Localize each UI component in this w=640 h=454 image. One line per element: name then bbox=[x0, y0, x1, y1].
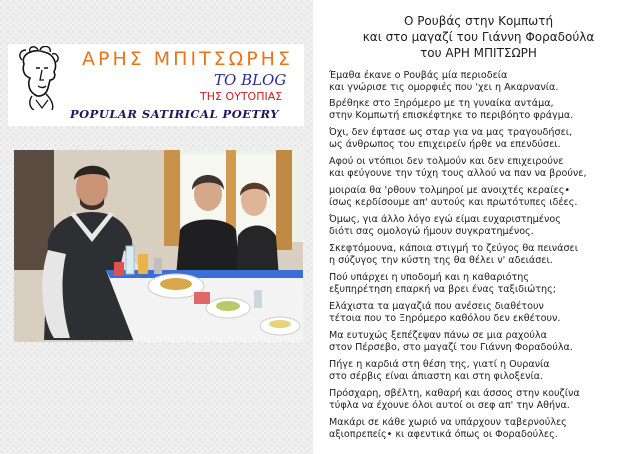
poem-title: Ο Ρουβάς στην Κομπωτή bbox=[403, 14, 554, 28]
verse-line: μοιραία θα 'ρθουν τολμηροί με ανοιχτές κεραίες• bbox=[329, 185, 570, 196]
verse-line: τέτοια που το Ξηρόμερο καθόλου δεν εκθέτουν. bbox=[329, 313, 561, 325]
stanza bbox=[329, 417, 567, 442]
verse-line: διότι σας ομολογώ ήμουν συγκρατημένος. bbox=[329, 226, 534, 238]
stanza bbox=[329, 156, 587, 181]
stanza bbox=[329, 388, 580, 413]
verse-line: ως άνθρωπος του επιχειρείν ήρθε να επενδύσει. bbox=[329, 139, 561, 151]
verse-line: τύφλα να έχουνε όλοι αυτοί οι σεφ απ' την Αθήνα. bbox=[329, 400, 570, 412]
verse-line: Όχι, δεν έφτασε ως σταρ για να μας τραγουδήσει, bbox=[329, 127, 573, 138]
verse-line: Πρόσχαρη, σβέλτη, καθαρή και άσσος στην κουζίνα bbox=[329, 388, 580, 399]
verse-line: Πήγε η καρδιά στη θέση της, γιατί η Ουρανία bbox=[329, 359, 550, 370]
verse-line: Σκεφτόμουνα, κάποια στιγμή το ζεύγος θα πεινάσει bbox=[329, 243, 578, 254]
author-caricature-icon bbox=[10, 46, 66, 110]
restaurant-photo bbox=[14, 150, 303, 342]
poem-panel bbox=[317, 0, 640, 454]
blog-header bbox=[8, 44, 304, 126]
verse-line: αξιοπρεπείς• κι αφεντικά όπως οι Φοραδούλες. bbox=[329, 429, 558, 441]
blog-tagline: POPULAR SATIRICAL POETRY bbox=[70, 107, 279, 121]
verse-line: Αφού οι ντόπιοι δεν τολμούν και δεν επιχειρούνε bbox=[329, 156, 564, 167]
verse-line: Ελάχιστα τα μαγαζιά που ανέσεις διαθέτουν bbox=[329, 301, 544, 312]
stanza bbox=[329, 359, 550, 384]
verse-line: Μακάρι σε κάθε χωριό να υπάρχουν ταβερνούλες bbox=[329, 417, 567, 428]
verse-line: Μα ευτυχώς ξεπέζεψαν πάνω σε μια ραχούλα bbox=[329, 330, 547, 341]
verse-line: ίσως κερδίσουμε απ' αυτούς και πρωτότυπες ιδέες. bbox=[329, 197, 578, 209]
stanza bbox=[329, 185, 577, 210]
stanza bbox=[329, 98, 573, 123]
stanza bbox=[329, 301, 560, 326]
verse-line: η σύζυγος την κύστη της θα θέλει ν' αδειάσει. bbox=[329, 255, 553, 267]
verse-line: στο σέρβις είναι άπιαστη και στη φιλοξενία. bbox=[329, 371, 544, 383]
verse-line: και γνώρισε τις ομορφιές που 'χει η Ακαρνανία. bbox=[329, 82, 559, 94]
stanza bbox=[329, 70, 558, 95]
stanza bbox=[329, 214, 561, 239]
stanza bbox=[329, 127, 572, 152]
stanza bbox=[329, 272, 556, 297]
verse-line: στην Κομπωτή επισκέφτηκε το περιβόητο φράγμα. bbox=[329, 110, 574, 122]
verse-line: εξυπηρέτηση επαρκή να βρει ένας ταξιδιώτης; bbox=[329, 284, 556, 296]
stanza bbox=[329, 330, 573, 355]
verse-line: και φεύγουνε την τύχη τους αλλού να παν να βρούνε, bbox=[329, 168, 587, 180]
stanza bbox=[329, 243, 578, 268]
verse-line: Βρέθηκε στο Ξηρόμερο με τη γυναίκα αντάμα, bbox=[329, 98, 554, 109]
verse-line: Όμως, για άλλο λόγο εγώ είμαι ευχαριστημένος bbox=[329, 214, 561, 225]
verse-line: Έμαθα έκανε ο Ρουβάς μία περιοδεία bbox=[329, 70, 508, 81]
poem-author: του ΑΡΗ ΜΠΙΤΣΩΡΗ bbox=[420, 46, 537, 60]
author-name-logo: ΑΡΗΣ ΜΠΙΤΣΩΡΗΣ bbox=[82, 48, 293, 70]
left-panel bbox=[0, 0, 313, 454]
blog-label: ΤΟ BLOG bbox=[214, 71, 287, 89]
verse-line: Πού υπάρχει η υποδομή και η καθαριότης bbox=[329, 272, 530, 283]
photo-image bbox=[14, 150, 303, 342]
verse-line: στον Πέρσεβο, στο μαγαζί του Γιάννη Φοραδούλα. bbox=[329, 342, 573, 354]
blog-subtitle: ΤΗΣ ΟΥΤΟΠΙΑΣ bbox=[200, 90, 283, 103]
poem-subtitle: και στο μαγαζί του Γιάννη Φοραδούλα bbox=[362, 30, 595, 44]
